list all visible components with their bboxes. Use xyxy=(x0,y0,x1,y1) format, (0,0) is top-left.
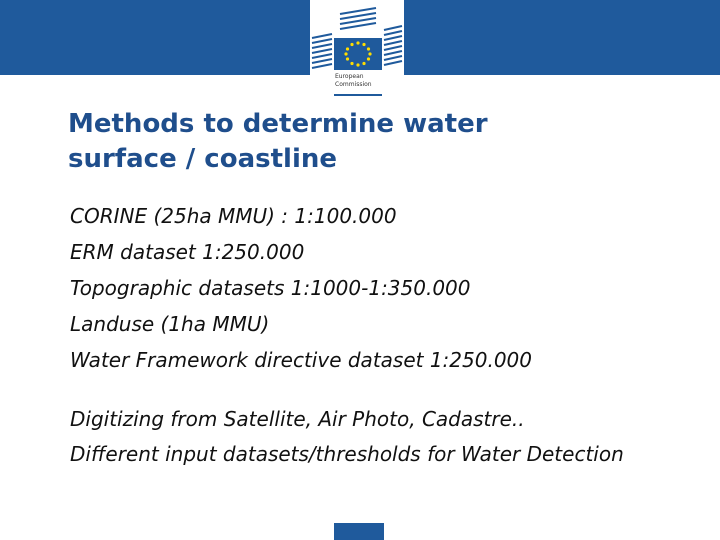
dataset-list xyxy=(70,198,690,378)
slide-title xyxy=(68,107,668,177)
list-item: CORINE (25ha MMU) : 1:100.000 xyxy=(70,204,397,228)
method-list xyxy=(70,406,690,476)
slide-title-line1: Methods to determine water xyxy=(68,109,488,139)
list-item: Digitizing from Satellite, Air Photo, Cadastre.. xyxy=(70,407,525,431)
list-item: ERM dataset 1:250.000 xyxy=(70,240,305,264)
logo-text xyxy=(335,73,405,89)
european-commission-logo xyxy=(310,0,404,100)
logo-text-line2: Commission xyxy=(335,81,372,88)
list-item: Water Framework directive dataset 1:250.000 xyxy=(70,348,533,372)
list-item: Different input datasets/thresholds for Water Detection xyxy=(70,442,624,466)
list-item: Topographic datasets 1:1000-1:350.000 xyxy=(70,276,471,300)
logo-text-line1: European xyxy=(335,73,364,80)
footer-accent-bar xyxy=(334,523,384,540)
list-item: Landuse (1ha MMU) xyxy=(70,312,270,336)
slide-title-line2: surface / coastline xyxy=(68,144,338,174)
